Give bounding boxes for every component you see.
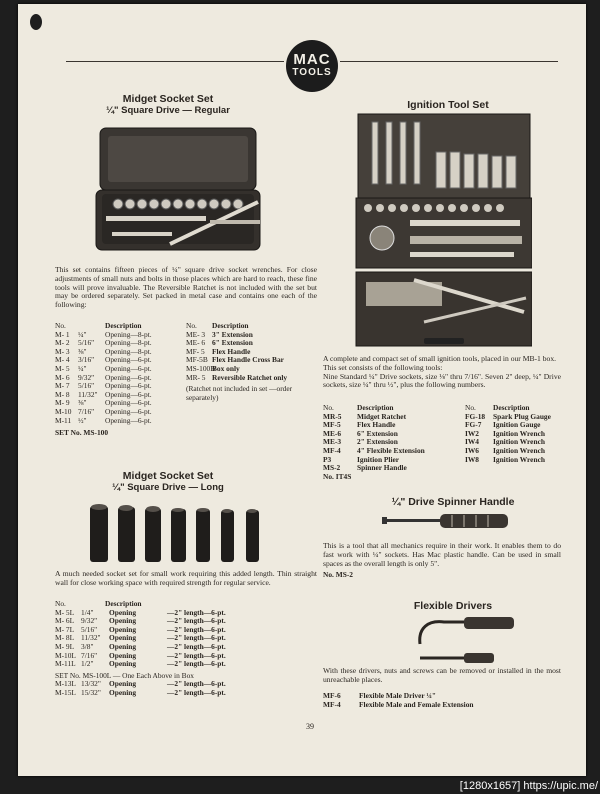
table-cell: MF- 5 bbox=[186, 346, 205, 356]
table-cell: 7/16" bbox=[81, 650, 98, 660]
table-cell: MF-6 bbox=[323, 691, 341, 700]
table-cell: Ignition Wrench bbox=[493, 445, 545, 455]
table-cell: IW2 bbox=[465, 428, 479, 438]
table-cell: Opening—6-pt. bbox=[105, 372, 152, 382]
flexible-title: Flexible Drivers bbox=[413, 600, 493, 612]
table-cell: ME-6 bbox=[323, 428, 342, 438]
table-cell: M- 4 bbox=[55, 355, 70, 365]
table-cell: Opening—6-pt. bbox=[105, 355, 152, 365]
ignition-description: A complete and compact set of small ignition tools, placed in our MB-1 box. This set consists of the following tools: Nine Standard ¼" Drive sockets, size ⅛" thru 7/16". Seven 2" deep, ¼" Drive sockets, size ¼" thru ½", plus the following numbers. bbox=[323, 354, 561, 390]
ignition-left-table: No. Description MR-5 Midget Ratchet MF-5 Flex Handle ME-6 6" Extension ME-3 2" Extension MF-4 4" Flexible Extension P3 Ignition Plier MS-2 Spinner Handle No. IT4S bbox=[323, 403, 425, 481]
flexible-drivers-illustration bbox=[414, 614, 518, 664]
table-cell: ¼" bbox=[78, 329, 87, 339]
table-cell: Flex Handle Cross Bar bbox=[212, 355, 284, 365]
table-cell: M-11 bbox=[55, 415, 72, 425]
flexible-table bbox=[323, 692, 474, 709]
table-cell: MF-4 bbox=[323, 699, 341, 709]
table-cell: M- 9L bbox=[55, 641, 75, 651]
spinner-description: This is a tool that all mechanics require in their work. It enables them to do fast work with ¼" sockets. Has Mac plastic handle. Can be used in small spaces as the overall length is only 5". bbox=[323, 541, 561, 568]
table-row bbox=[186, 374, 308, 383]
table-cell: Opening bbox=[109, 650, 137, 660]
table-cell: Opening—8-pt. bbox=[105, 346, 152, 356]
table-cell: —2" length—6-pt. bbox=[167, 624, 226, 634]
table-cell: 9/32" bbox=[78, 372, 95, 382]
table-cell: M- 1 bbox=[55, 329, 70, 339]
midget-long-description: A much needed socket set for small work requiring this added length. Thin straight wall for close working space with required strength for regular service. bbox=[55, 569, 317, 587]
table-cell: 3" Extension bbox=[212, 329, 253, 339]
header-rule-right bbox=[340, 61, 558, 62]
midget-long-title: Midget Socket Set bbox=[122, 470, 214, 482]
table-cell: —2" length—6-pt. bbox=[167, 641, 226, 651]
spinner-set-no: No. MS-2 bbox=[323, 570, 353, 579]
flexible-description: With these drivers, nuts and screws can be removed or installed in the most unreachable places. bbox=[323, 666, 561, 684]
table-row bbox=[55, 660, 226, 669]
table-row bbox=[465, 456, 551, 465]
table-cell: M- 9 bbox=[55, 398, 70, 408]
table-cell: M-15L bbox=[55, 687, 76, 697]
spinner-title: ¼" Drive Spinner Handle bbox=[391, 496, 515, 508]
table-cell: —2" length—6-pt. bbox=[167, 650, 226, 660]
table-cell: Opening—8-pt. bbox=[105, 338, 152, 348]
table-cell: Opening—6-pt. bbox=[105, 398, 152, 408]
table-cell: M- 8L bbox=[55, 633, 75, 643]
table-cell: M- 2 bbox=[55, 338, 70, 348]
table-cell: Opening—6-pt. bbox=[105, 406, 152, 416]
table-cell: MS-100B bbox=[186, 363, 216, 373]
table-cell: Flex Handle bbox=[357, 420, 396, 430]
table-cell: 9/32" bbox=[81, 616, 98, 626]
midget-regular-description: This set contains fifteen pieces of ¼" square drive socket wrenches. For close adjustments of small nuts and bolts in those places which are hard to reach, these fine tools will prove invaluable. The Reversible Ratchet is not included with the set but may be ordered separately. Set packed in metal case and contains one each of the following: bbox=[55, 265, 317, 310]
table-cell: Opening—6-pt. bbox=[105, 415, 152, 425]
catalog-page bbox=[18, 4, 586, 776]
table-cell: FG-7 bbox=[465, 420, 482, 430]
table-cell: M-10 bbox=[55, 406, 72, 416]
ignition-tool-box-illustration bbox=[354, 112, 532, 348]
table-cell: IW8 bbox=[465, 454, 479, 464]
table-cell: M-13L bbox=[55, 679, 76, 689]
table-cell: ⅜" bbox=[78, 346, 87, 356]
socket-set-case-illustration bbox=[90, 122, 266, 260]
table-cell: Opening bbox=[109, 641, 137, 651]
table-cell: 11/32" bbox=[81, 633, 101, 643]
table-cell: 7/16" bbox=[78, 406, 95, 416]
table-cell: P3 bbox=[323, 454, 332, 464]
midget-regular-table: No. Description M- 1 ¼" Opening—8-pt. M- 2 5/16" Opening—8-pt. M- 3 ⅜" Opening—8-pt. M- 4 3/16" Opening—6-pt. M- 5 ¼" Opening—6-pt. M- 6 9/32" Opening—6-pt. M- 7 5/16" Opening—6-pt. M- 8 11/32" Opening—6-pt. M- 9 ⅜" Opening—6-pt. M-10 7/16" Opening—6-pt. M-11 ½" Opening—6-pt. SET No. MS-100 bbox=[55, 321, 152, 438]
table-cell: Opening—8-pt. bbox=[105, 329, 152, 339]
table-cell: Midget Ratchet bbox=[357, 411, 407, 421]
table-cell: M- 5 bbox=[55, 363, 70, 373]
table-cell: Opening bbox=[109, 687, 137, 697]
page-number: 39 bbox=[306, 722, 314, 731]
midget-regular-title: Midget Socket Set bbox=[122, 93, 214, 105]
table-cell: M- 7 bbox=[55, 381, 70, 391]
midget-long-set-line: SET No. MS-100L — One Each Above in Box bbox=[55, 670, 194, 680]
table-cell: Spinner Handle bbox=[357, 463, 407, 473]
table-cell: 5/16" bbox=[78, 381, 95, 391]
table-cell: MF-4 bbox=[323, 445, 341, 455]
table-cell: Spark Plug Gauge bbox=[493, 411, 551, 421]
table-cell: 5/16" bbox=[81, 624, 98, 634]
table-cell: Ignition Wrench bbox=[493, 428, 545, 438]
table-cell: Ignition Wrench bbox=[493, 437, 545, 447]
midget-regular-accessories: No. Description ME- 3 3" Extension ME- 6 6" Extension MF- 5 Flex Handle MF-5B Flex Handle Cross Bar MS-100B Box only MR- 5 Reversible Ratchet only (Ratchet not included in set —order separately) bbox=[186, 322, 308, 402]
table-cell: Flex Handle bbox=[212, 346, 251, 356]
table-cell: ME- 6 bbox=[186, 338, 206, 348]
table-cell: MS-2 bbox=[323, 463, 341, 473]
table-cell: —2" length—6-pt. bbox=[167, 633, 226, 643]
table-cell: 5/16" bbox=[78, 338, 95, 348]
table-cell: Flexible Male Driver ¼" bbox=[359, 691, 437, 700]
ignition-right-table: No. Description FG-18 Spark Plug Gauge FG-7 Ignition Gauge IW2 Ignition Wrench IW4 Ignition Wrench IW6 Ignition Wrench IW8 Ignition Wrench bbox=[465, 403, 551, 464]
table-row bbox=[323, 701, 474, 710]
header-rule-left bbox=[66, 61, 284, 62]
table-cell: 4" Flexible Extension bbox=[357, 445, 425, 455]
table-cell: MR-5 bbox=[323, 411, 342, 421]
table-cell: M- 3 bbox=[55, 346, 70, 356]
ignition-set-no: No. IT4S bbox=[323, 471, 352, 481]
table-cell: 11/32" bbox=[78, 389, 98, 399]
table-cell: 15/32" bbox=[81, 687, 101, 697]
long-sockets-illustration bbox=[88, 500, 268, 564]
table-cell: 13/32" bbox=[81, 679, 101, 689]
table-cell: 3/8" bbox=[81, 641, 94, 651]
table-cell: Box only bbox=[212, 363, 240, 373]
table-cell: 2" Extension bbox=[357, 437, 398, 447]
table-cell: Ignition Wrench bbox=[493, 454, 545, 464]
table-cell: M-10L bbox=[55, 650, 76, 660]
midget-long-subtitle: ¼" Square Drive — Long bbox=[112, 482, 224, 493]
table-cell: —2" length—6-pt. bbox=[167, 679, 226, 689]
midget-long-table: No. Description M- 5L 1/4" Opening —2" length—6-pt. M- 6L 9/32" Opening —2" length—6-pt. M- 7L 5/16" Opening —2" length—6-pt. M- 8L 11/32" Opening —2" length—6-pt. M- 9L 3/8" Opening —2" length—6-pt. M-10L 7/16" Opening —2" length—6-pt. M-11L 1/2" Opening —2" length—6-pt. SET No. MS-100L — One Each Above in Box M-13L 13/32" Opening —2" length—6-pt. M-15L 15/32" Opening —2" length—6-pt. bbox=[55, 599, 226, 697]
table-cell: Opening bbox=[109, 679, 137, 689]
table-cell: Opening—6-pt. bbox=[105, 389, 152, 399]
table-cell: MF-5B bbox=[186, 355, 208, 365]
table-cell: Opening—6-pt. bbox=[105, 363, 152, 373]
table-cell: M- 6L bbox=[55, 616, 75, 626]
table-cell: ME-3 bbox=[323, 437, 342, 447]
image-host-watermark: [1280x1657] https://upic.me/ bbox=[459, 780, 598, 792]
table-cell: 6" Extension bbox=[357, 428, 398, 438]
spinner-handle-illustration bbox=[382, 510, 512, 532]
table-cell: M- 5L bbox=[55, 607, 75, 617]
table-cell: —2" length—6-pt. bbox=[167, 659, 226, 669]
table-cell: MR- 5 bbox=[186, 372, 206, 382]
table-cell: 6" Extension bbox=[212, 338, 253, 348]
table-cell: ME- 3 bbox=[186, 329, 206, 339]
mac-tools-logo: MAC TOOLS bbox=[286, 40, 338, 92]
table-cell: M- 8 bbox=[55, 389, 70, 399]
table-cell: M- 6 bbox=[55, 372, 70, 382]
ignition-title: Ignition Tool Set bbox=[407, 99, 489, 111]
table-cell: 1/4" bbox=[81, 607, 94, 617]
table-row bbox=[55, 417, 152, 426]
table-cell: ⅜" bbox=[78, 398, 87, 408]
table-cell: 1/2" bbox=[81, 659, 94, 669]
table-row bbox=[55, 689, 226, 698]
table-cell: IW4 bbox=[465, 437, 479, 447]
table-cell: Flexible Male and Female Extension bbox=[359, 699, 474, 709]
table-cell: —2" length—6-pt. bbox=[167, 687, 226, 697]
table-cell: Opening bbox=[109, 607, 137, 617]
ratchet-note: (Ratchet not included in set —order separately) bbox=[186, 384, 293, 402]
table-cell: Opening bbox=[109, 633, 137, 643]
midget-regular-subtitle: ¼" Square Drive — Regular bbox=[106, 105, 230, 116]
table-cell: —2" length—6-pt. bbox=[167, 616, 226, 626]
table-cell: Ignition Gauge bbox=[493, 420, 541, 430]
table-cell: Opening bbox=[109, 616, 137, 626]
table-cell: ½" bbox=[78, 415, 87, 425]
midget-regular-set-no: SET No. MS-100 bbox=[55, 428, 109, 438]
table-cell: Opening—6-pt. bbox=[105, 381, 152, 391]
table-cell: Opening bbox=[109, 659, 137, 669]
table-cell: M-11L bbox=[55, 659, 76, 669]
binder-hole bbox=[30, 14, 42, 30]
table-cell: ¼" bbox=[78, 363, 87, 373]
table-cell: MF-5 bbox=[323, 420, 341, 430]
table-cell: Ignition Plier bbox=[357, 454, 400, 464]
table-cell: —2" length—6-pt. bbox=[167, 607, 226, 617]
table-cell: 3/16" bbox=[78, 355, 95, 365]
table-cell: IW6 bbox=[465, 445, 479, 455]
table-cell: M- 7L bbox=[55, 624, 75, 634]
table-cell: FG-18 bbox=[465, 411, 486, 421]
table-cell: Opening bbox=[109, 624, 137, 634]
table-cell: Reversible Ratchet only bbox=[212, 372, 288, 382]
